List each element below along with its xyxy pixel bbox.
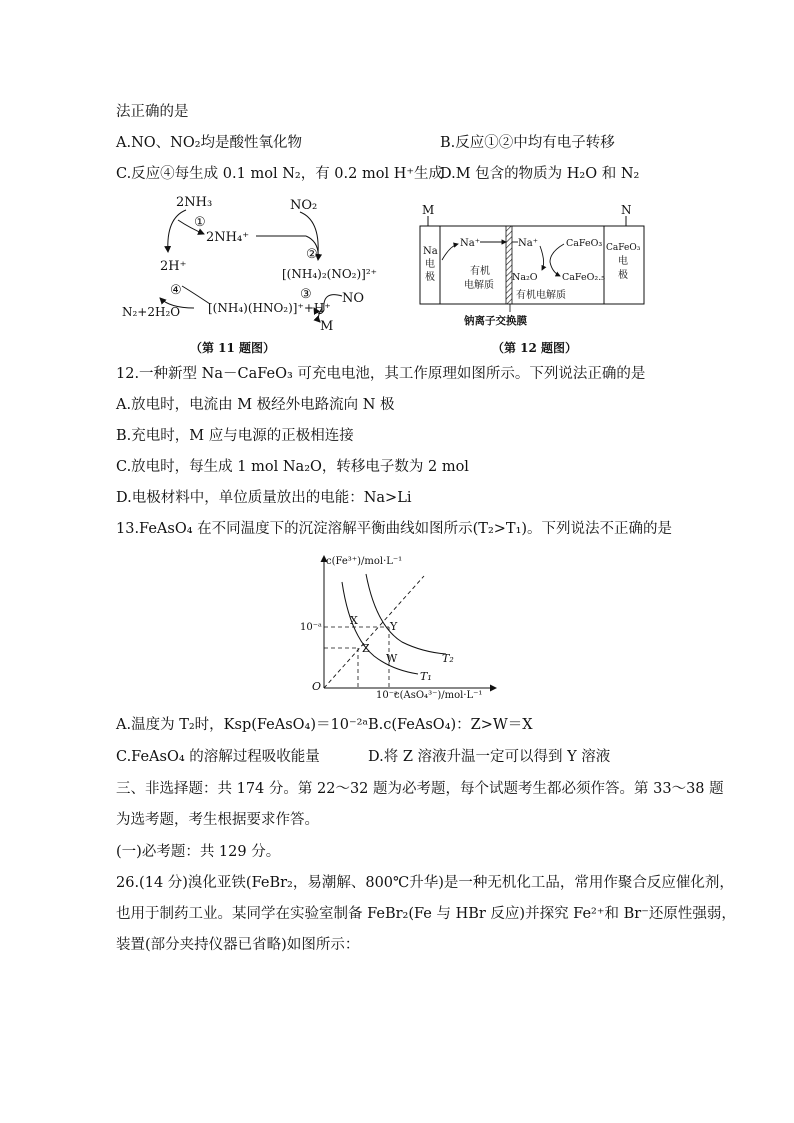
- arrow-nh3-to-h: [168, 210, 186, 252]
- y-tick-label: 10⁻ᵃ: [300, 622, 322, 633]
- step2-marker: ②: [306, 247, 318, 262]
- left-electrolyte-line1: 有机: [470, 266, 490, 277]
- q11-stem-tail: 法正确的是: [116, 104, 189, 120]
- curve-t1: [342, 582, 418, 674]
- na2o-product: Na₂O: [512, 272, 538, 283]
- q11-option-a: A.NO、NO₂均是酸性氧化物: [116, 135, 303, 151]
- cafeo3-reactant: CaFeO₃: [566, 238, 603, 249]
- cafeo3-electrode-line1: CaFeO₃: [606, 243, 641, 253]
- products-label: N₂+2H₂O: [122, 305, 181, 319]
- q13-stem: 13.FeAsO₄ 在不同温度下的沉淀溶解平衡曲线如图所示(T₂>T₁)。下列说法不正确的是: [116, 521, 673, 537]
- q26-line1: 26.(14 分)溴化亚铁(FeBr₂，易潮解、800℃升华)是一种无机化工品，常用作聚合反应催化剂，: [116, 875, 734, 891]
- origin-label: O: [312, 680, 322, 693]
- h-plus-label: 2H⁺: [160, 259, 187, 274]
- cafeo3-electrode-line3: 极: [618, 270, 628, 281]
- q12-option-c: C.放电时，每生成 1 mol Na₂O，转移电子数为 2 mol: [116, 459, 469, 475]
- x-axis-label: c(AsO₄³⁻)/mol·L⁻¹: [394, 690, 483, 701]
- right-na-ion: Na⁺: [518, 238, 538, 249]
- step3-marker: ③: [300, 287, 312, 302]
- complex-label: [(NH₄)₂(NO₂)]²⁺: [282, 267, 377, 281]
- q11-option-d: D.M 包含的物质为 H₂O 和 N₂: [440, 166, 640, 182]
- nh3-label: 2NH₃: [176, 195, 213, 210]
- right-electrolyte: 有机电解质: [516, 290, 566, 301]
- q13-option-d: D.将 Z 溶液升温一定可以得到 Y 溶液: [368, 749, 611, 765]
- t1-label: T₁: [420, 670, 432, 683]
- intermediate-label: [(NH₄)(HNO₂)]⁺+H⁺: [208, 301, 331, 315]
- q26-line3: 装置(部分夹持仪器已省略)如图所示：: [116, 937, 360, 953]
- fig11-caption: （第 11 题图）: [190, 341, 276, 355]
- step1-marker: ①: [194, 215, 206, 230]
- q11-option-b: B.反应①②中均有电子转移: [440, 135, 615, 151]
- m-label: M: [320, 319, 334, 330]
- q13-option-a: A.温度为 T₂时，Ksp(FeAsO₄)＝10⁻²ᵃ: [116, 717, 369, 733]
- q12-battery-diagram: [418, 200, 658, 332]
- ion-exchange-membrane: [506, 226, 512, 304]
- q12-stem: 12.一种新型 Na－CaFeO₃ 可充电电池，其工作原理如图所示。下列说法正确的是: [116, 366, 646, 382]
- left-electrolyte-line2: 电解质: [464, 280, 494, 291]
- left-na-ion: Na⁺: [460, 238, 480, 249]
- y-axis-label: c(Fe³⁺)/mol·L⁻¹: [326, 556, 403, 567]
- q13-option-c: C.FeAsO₄ 的溶解过程吸收能量: [116, 749, 320, 765]
- electrode-n-label: N: [621, 203, 632, 217]
- nh4-label: 2NH₄⁺: [206, 230, 250, 245]
- q12-option-b: B.充电时，M 应与电源的正极相连接: [116, 428, 354, 444]
- t2-label: T₂: [442, 652, 454, 665]
- point-w: W: [386, 652, 398, 665]
- q11-reaction-cycle-diagram: [110, 190, 410, 330]
- arrow-step4: [182, 286, 210, 304]
- electrode-m-label: M: [422, 203, 435, 217]
- membrane-label: 钠离子交换膜: [464, 315, 527, 327]
- diagonal-line: [324, 576, 424, 688]
- section3-line2: 为选考题，考生根据要求作答。: [116, 812, 319, 828]
- point-z: Z: [362, 642, 370, 655]
- curve-t2: [366, 574, 446, 654]
- step4-marker: ④: [170, 283, 182, 298]
- q26-line2: 也用于制药工业。某同学在实验室制备 FeBr₂(Fe 与 HBr 反应)并探究 Fe²⁺和 Br⁻还原性强弱，: [116, 906, 736, 922]
- no-label: NO: [342, 291, 365, 306]
- section3-required: (一)必考题：共 129 分。: [116, 844, 281, 860]
- q12-option-a: A.放电时，电流由 M 极经外电路流向 N 极: [116, 397, 395, 413]
- cafeo3-electrode-line2: 电: [618, 256, 628, 267]
- fig12-caption: （第 12 题图）: [492, 341, 578, 355]
- na-electrode-line3: 极: [425, 272, 435, 283]
- point-x: X: [350, 614, 358, 627]
- na-electrode-line1: Na: [423, 246, 438, 257]
- q13-option-b: B.c(FeAsO₄)：Z>W＝X: [368, 717, 533, 733]
- cafeo25-product: CaFeO₂.₅: [562, 272, 606, 283]
- section3-line1: 三、非选择题：共 174 分。第 22～32 题为必考题，每个试题考生都必须作答。第 33～38 题: [116, 781, 724, 797]
- q11-option-c: C.反应④每生成 0.1 mol N₂，有 0.2 mol H⁺生成: [116, 166, 443, 182]
- na-electrode-line2: 电: [425, 259, 435, 270]
- point-y: Y: [390, 620, 398, 633]
- no2-label: NO₂: [290, 198, 318, 213]
- x-tick-label: 10⁻ᵃ: [376, 690, 398, 701]
- q12-option-d: D.电极材料中，单位质量放出的电能：Na>Li: [116, 490, 412, 506]
- q13-solubility-chart: [296, 548, 506, 704]
